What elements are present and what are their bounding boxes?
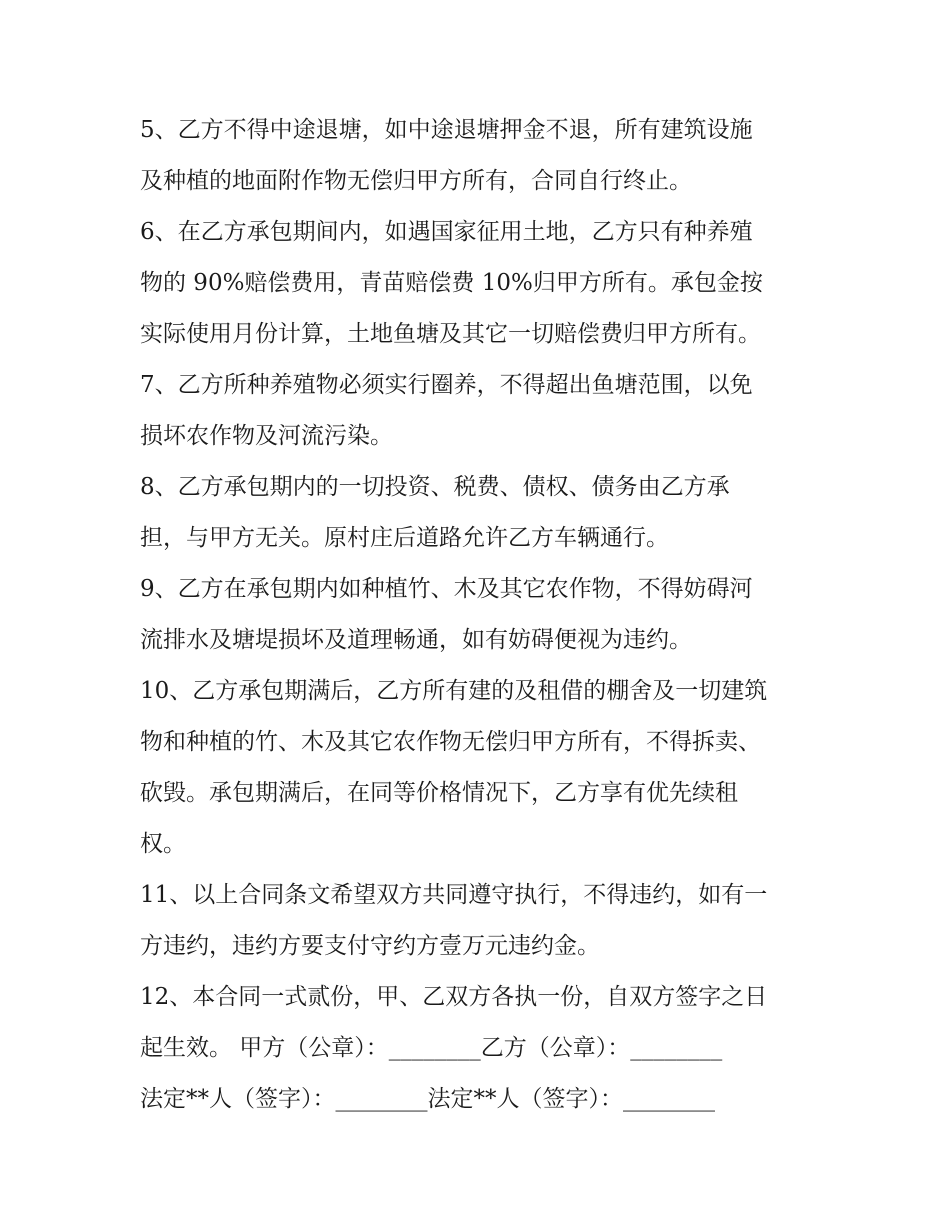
clause-8-line-2: 担，与甲方无关。原村庄后道路允许乙方车辆通行。 bbox=[140, 525, 669, 551]
clause-5-line-1: 5、乙方不得中途退塘，如中途退塘押金不退，所有建筑设施 bbox=[140, 117, 753, 143]
clause-8-line-1: 8、乙方承包期内的一切投资、税费、债权、债务由乙方承 bbox=[140, 474, 730, 500]
clause-5-line-2: 及种植的地面附作物无偿归甲方所有，合同自行终止。 bbox=[140, 168, 692, 194]
clause-6-line-3: 实际使用月份计算，土地鱼塘及其它一切赔偿费归甲方所有。 bbox=[140, 321, 761, 347]
clause-10-line-2: 物和种植的竹、木及其它农作物无偿归甲方所有，不得拆卖、 bbox=[140, 729, 761, 755]
clause-11-line-1: 11、以上合同条文希望双方共同遵守执行，不得违约，如有一 bbox=[140, 882, 768, 908]
clause-10-line-4: 权。 bbox=[140, 831, 186, 857]
clause-12-line-1: 12、本合同一式贰份，甲、乙双方各执一份，自双方签字之日 bbox=[140, 984, 768, 1010]
clause-9-line-1: 9、乙方在承包期内如种植竹、木及其它农作物，不得妨碍河 bbox=[140, 576, 753, 602]
clause-11-line-2: 方违约，违约方要支付守约方壹万元违约金。 bbox=[140, 933, 600, 959]
clause-7-line-2: 损坏农作物及河流污染。 bbox=[140, 423, 393, 449]
clause-10-line-1: 10、乙方承包期满后，乙方所有建的及租借的棚舍及一切建筑 bbox=[140, 678, 768, 704]
contract-body bbox=[140, 105, 810, 1125]
clause-6-line-1: 6、在乙方承包期间内，如遇国家征用土地，乙方只有种养殖 bbox=[140, 219, 753, 245]
signature-line-seals: 起生效。 甲方（公章）：________乙方（公章）：________ bbox=[140, 1035, 723, 1061]
clause-7-line-1: 7、乙方所种养殖物必须实行圈养，不得超出鱼塘范围，以免 bbox=[140, 372, 753, 398]
clause-6-line-2: 物的 90%赔偿费用，青苗赔偿费 10%归甲方所有。承包金按 bbox=[140, 270, 763, 296]
signature-line-representatives: 法定**人（签字）：________法定**人（签字）：________ bbox=[140, 1086, 715, 1112]
clause-9-line-2: 流排水及塘堤损坏及道理畅通，如有妨碍便视为违约。 bbox=[140, 627, 692, 653]
clause-10-line-3: 砍毁。承包期满后，在同等价格情况下，乙方享有优先续租 bbox=[140, 780, 738, 806]
